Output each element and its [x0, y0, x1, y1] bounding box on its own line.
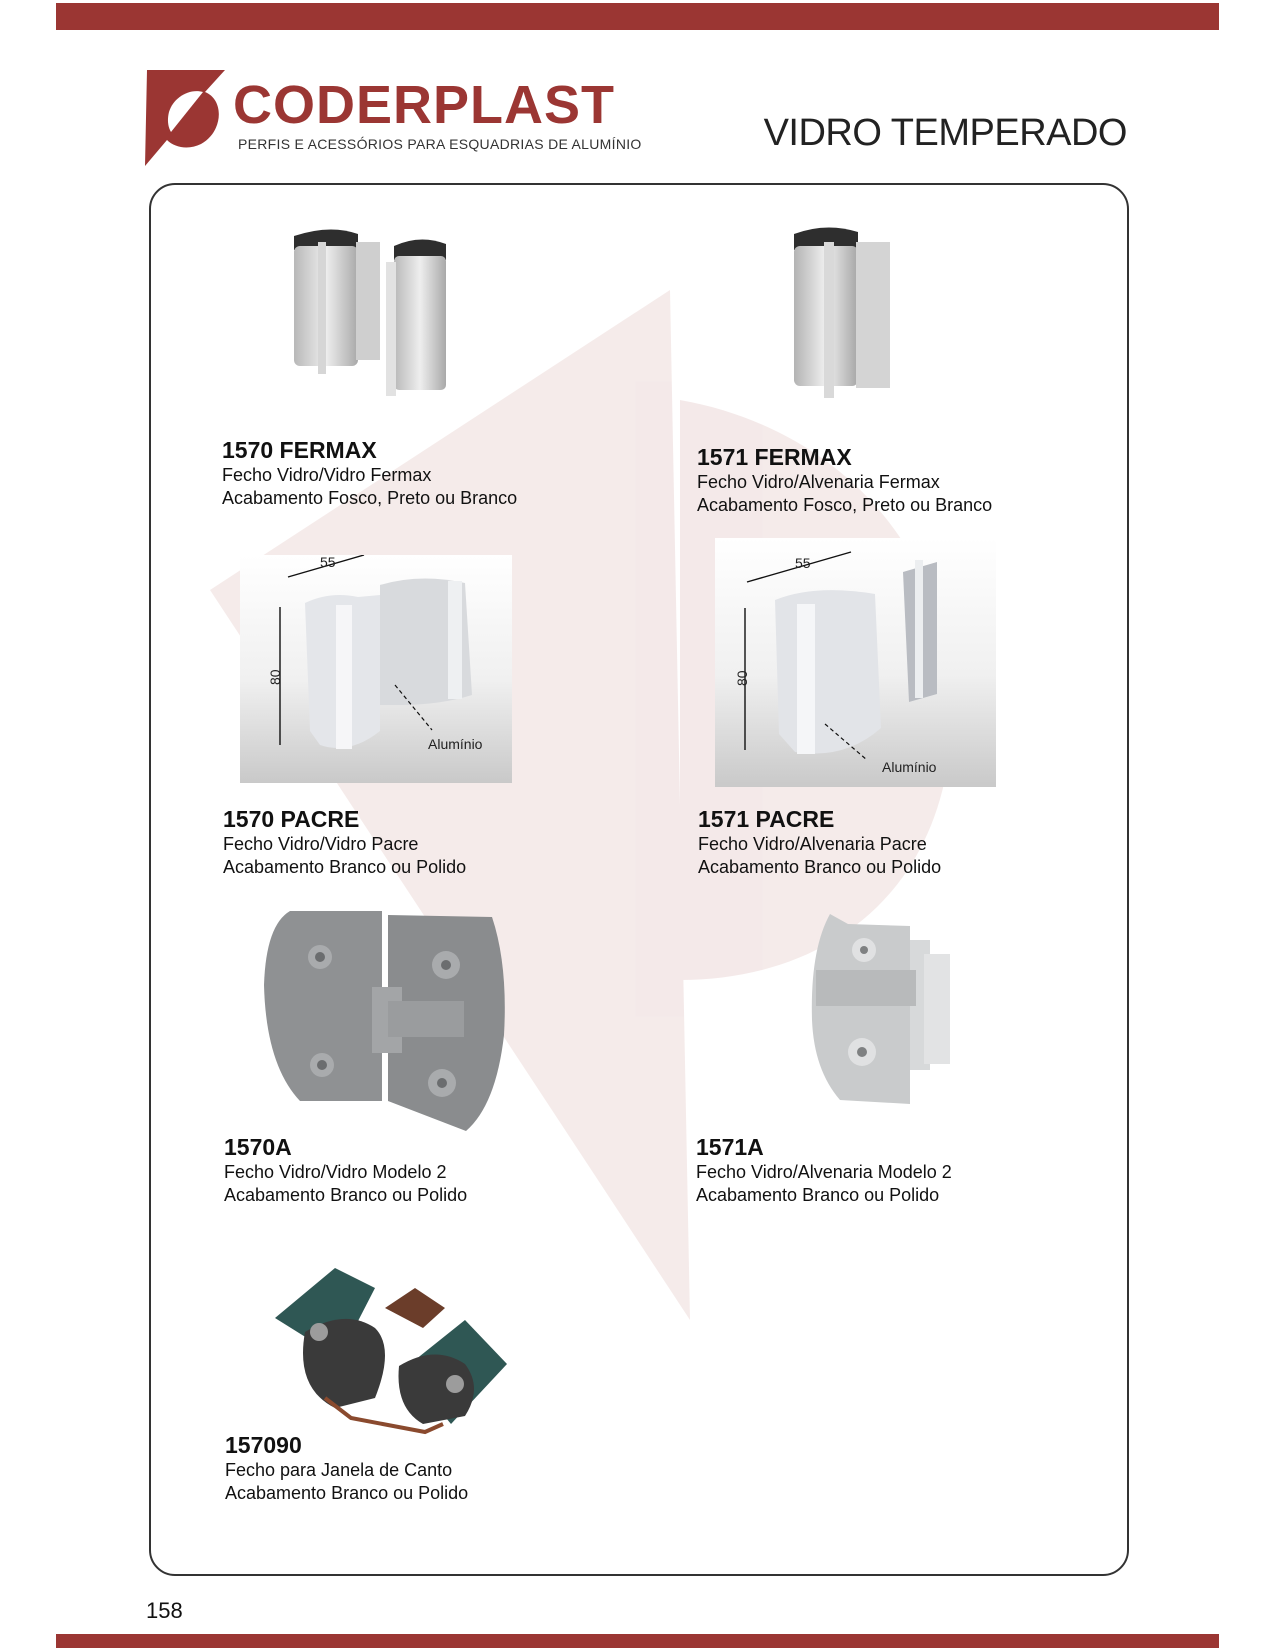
brand-tagline: PERFIS E ACESSÓRIOS PARA ESQUADRIAS DE ALUMÍNIO [238, 136, 642, 152]
product-1570-pacre [223, 806, 466, 879]
page-number: 158 [146, 1598, 183, 1623]
product-code: 1571A [696, 1134, 764, 1160]
product-image-1571-pacre [715, 538, 996, 787]
dimension-width-label: 55 [320, 555, 336, 570]
product-description: Fecho Vidro/Vidro Fermax [222, 465, 432, 485]
product-1570-fermax [222, 437, 517, 510]
brand-name: CODERPLAST [233, 75, 616, 135]
coderplast-logo-icon [145, 70, 225, 170]
product-image-1571-fermax [790, 222, 905, 408]
product-code: 1570A [224, 1134, 292, 1160]
bottom-banner-bar [56, 1634, 1219, 1648]
product-1571-fermax [697, 444, 992, 517]
product-description: Fecho Vidro/Alvenaria Fermax [697, 472, 940, 492]
product-description: Fecho Vidro/Alvenaria Modelo 2 [696, 1162, 952, 1182]
dimension-height-label: 80 [734, 670, 750, 686]
material-label: Alumínio [882, 759, 937, 775]
product-1571-pacre [698, 806, 941, 879]
product-description: Fecho para Janela de Canto [225, 1460, 453, 1480]
product-finish: Acabamento Branco ou Polido [696, 1185, 940, 1205]
product-description: Fecho Vidro/Vidro Pacre [223, 834, 419, 854]
product-finish: Acabamento Branco ou Polido [698, 857, 942, 877]
product-1571a [696, 1134, 952, 1207]
product-code: 1570 FERMAX [222, 437, 377, 463]
product-code: 1570 PACRE [223, 806, 360, 832]
product-finish: Acabamento Fosco, Preto ou Branco [222, 488, 518, 508]
product-finish: Acabamento Branco ou Polido [224, 1185, 468, 1205]
product-image-157090 [255, 1248, 520, 1436]
product-finish: Acabamento Fosco, Preto ou Branco [697, 495, 993, 515]
product-image-1571a [800, 910, 960, 1110]
dimension-width-label: 55 [795, 555, 811, 571]
product-157090 [225, 1432, 468, 1505]
product-description: Fecho Vidro/Alvenaria Pacre [698, 834, 927, 854]
product-1570a [224, 1134, 467, 1207]
product-code: 1571 FERMAX [697, 444, 852, 470]
product-image-1570-pacre [240, 555, 512, 783]
product-description: Fecho Vidro/Vidro Modelo 2 [224, 1162, 447, 1182]
material-label: Alumínio [428, 736, 483, 752]
product-code: 1571 PACRE [698, 806, 835, 832]
product-finish: Acabamento Branco ou Polido [225, 1483, 469, 1503]
product-image-1570-fermax [290, 222, 455, 404]
product-finish: Acabamento Branco ou Polido [223, 857, 467, 877]
product-image-1570a [260, 905, 512, 1133]
top-banner-bar [56, 3, 1219, 30]
dimension-height-label: 80 [267, 669, 283, 685]
section-title: VIDRO TEMPERADO [763, 112, 1127, 154]
product-code: 157090 [225, 1432, 302, 1458]
